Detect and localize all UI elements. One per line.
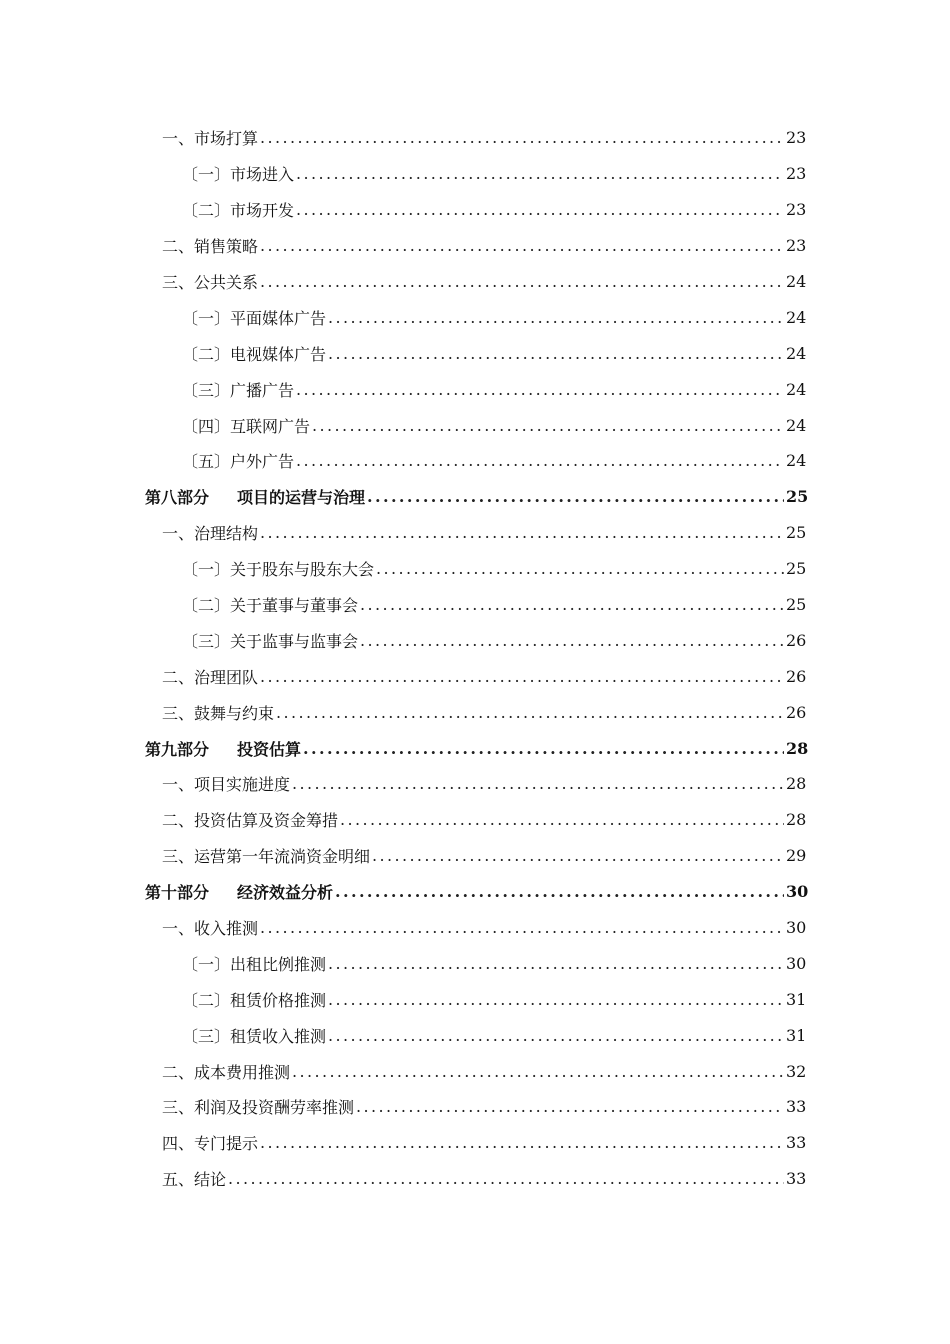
- toc-entry-title: 〔五〕户外广告: [182, 452, 295, 472]
- toc-section-entry[interactable]: [0, 766, 950, 802]
- toc-dot-leader: [360, 595, 784, 614]
- toc-part-label: 第十部分: [145, 883, 210, 903]
- toc-subsection-entry[interactable]: [0, 192, 950, 228]
- toc-dot-leader: [260, 1133, 784, 1152]
- toc-part-title: 投资估算: [237, 739, 302, 759]
- table-of-contents: [0, 120, 950, 1197]
- toc-part-title: 经济效益分析: [237, 883, 334, 903]
- toc-entry-title: 二、投资估算及资金筹措: [162, 811, 339, 831]
- toc-entry-title: 〔一〕出租比例推测: [182, 954, 327, 974]
- toc-part-label: 第八部分: [145, 488, 210, 508]
- toc-page-number: 26: [786, 630, 807, 650]
- toc-page-number: 26: [786, 702, 807, 722]
- toc-subsection-entry[interactable]: [0, 371, 950, 407]
- toc-part-heading[interactable]: [0, 874, 950, 910]
- toc-subsection-entry[interactable]: [0, 587, 950, 623]
- toc-page-number: 25: [786, 595, 807, 615]
- toc-dot-leader: [312, 416, 784, 435]
- toc-page-number: 30: [786, 918, 807, 938]
- toc-entry-title: 四、专门提示: [162, 1134, 259, 1154]
- toc-section-entry[interactable]: [0, 1053, 950, 1089]
- toc-entry-title: 三、鼓舞与约束: [162, 703, 275, 723]
- toc-entry-title: 〔四〕互联网广告: [182, 416, 311, 436]
- toc-entry-title: 〔二〕电视媒体广告: [182, 344, 327, 364]
- toc-page-number: 25: [786, 487, 809, 507]
- toc-section-entry[interactable]: [0, 910, 950, 946]
- toc-entry-title: 三、公共关系: [162, 273, 259, 292]
- toc-entry-title: 一、项目实施进度: [162, 775, 291, 795]
- toc-page-number: 31: [786, 1025, 807, 1045]
- toc-dot-leader: [376, 559, 784, 578]
- toc-entry-title: [145, 737, 301, 760]
- toc-entry-title: [145, 485, 365, 508]
- toc-dot-leader: [260, 236, 784, 255]
- toc-subsection-entry[interactable]: [0, 945, 950, 981]
- toc-page-number: 33: [786, 1097, 807, 1117]
- toc-dot-leader: [328, 954, 784, 973]
- toc-dot-leader: [367, 487, 784, 506]
- toc-part-heading[interactable]: [0, 479, 950, 515]
- toc-entry-title: 三、运营第一年流淌资金明细: [162, 847, 371, 867]
- toc-entry-title: 三、利润及投资酬劳率推测: [162, 1098, 355, 1118]
- toc-page-number: 24: [786, 379, 807, 399]
- toc-dot-leader: [372, 846, 784, 865]
- toc-section-entry[interactable]: [0, 264, 950, 300]
- toc-section-entry[interactable]: [0, 838, 950, 874]
- toc-page-number: 24: [786, 415, 807, 435]
- toc-dot-leader: [296, 200, 784, 219]
- toc-dot-leader: [292, 1062, 784, 1081]
- toc-dot-leader: [328, 344, 784, 363]
- toc-section-entry[interactable]: [0, 802, 950, 838]
- toc-entry-title: 〔二〕关于董事与董事会: [182, 596, 359, 616]
- toc-subsection-entry[interactable]: [0, 299, 950, 335]
- toc-page-number: 28: [786, 774, 807, 794]
- toc-page-number: 24: [786, 272, 807, 291]
- toc-entry-title: 〔二〕租赁价格推测: [182, 990, 327, 1010]
- toc-page-number: 23: [786, 200, 807, 220]
- toc-section-entry[interactable]: [0, 694, 950, 730]
- toc-dot-leader: [328, 1026, 784, 1045]
- toc-subsection-entry[interactable]: [0, 443, 950, 479]
- toc-page-number: 23: [786, 164, 807, 184]
- toc-dot-leader: [292, 774, 784, 793]
- toc-section-entry[interactable]: [0, 1125, 950, 1161]
- toc-page-number: 30: [786, 953, 807, 973]
- toc-dot-leader: [228, 1169, 784, 1188]
- toc-entry-title: 〔二〕市场开发: [182, 201, 295, 221]
- toc-page-number: 25: [786, 523, 807, 543]
- toc-subsection-entry[interactable]: [0, 551, 950, 587]
- toc-subsection-entry[interactable]: [0, 335, 950, 371]
- toc-dot-leader: [260, 918, 784, 937]
- toc-entry-title: 二、治理团队: [162, 667, 259, 687]
- toc-section-entry[interactable]: [0, 658, 950, 694]
- toc-dot-leader: [296, 164, 784, 183]
- toc-page-number: 26: [786, 666, 807, 686]
- toc-subsection-entry[interactable]: [0, 407, 950, 443]
- toc-dot-leader: [296, 451, 784, 470]
- toc-entry-title: 〔三〕广播广告: [182, 380, 295, 400]
- toc-part-heading[interactable]: [0, 730, 950, 766]
- toc-entry-title: 二、成本费用推测: [162, 1062, 291, 1082]
- toc-dot-leader: [260, 523, 784, 542]
- toc-entry-title: 〔三〕租赁收入推测: [182, 1026, 327, 1046]
- toc-entry-title: 一、治理结构: [162, 524, 259, 544]
- toc-page-number: 24: [786, 343, 807, 363]
- toc-page-number: 23: [786, 128, 807, 148]
- toc-part-title: 项目的运营与治理: [237, 488, 366, 508]
- toc-page-number: 33: [786, 1133, 807, 1153]
- toc-entry-title: 〔三〕关于监事与监事会: [182, 631, 359, 651]
- toc-entry-title: 五、结论: [162, 1170, 227, 1190]
- toc-section-entry[interactable]: [0, 1161, 950, 1197]
- toc-subsection-entry[interactable]: [0, 1017, 950, 1053]
- toc-subsection-entry[interactable]: [0, 156, 950, 192]
- toc-entry-title: 一、收入推测: [162, 919, 259, 939]
- toc-dot-leader: [360, 631, 784, 650]
- toc-page-number: 28: [786, 810, 807, 830]
- toc-dot-leader: [335, 882, 784, 901]
- toc-entry-title: 二、销售策略: [162, 237, 259, 257]
- toc-entry-title: [145, 880, 333, 903]
- toc-page-number: 24: [786, 451, 807, 471]
- toc-entry-title: 〔一〕市场进入: [182, 165, 295, 185]
- toc-entry-title: 一、市场打算: [162, 129, 259, 149]
- toc-page-number: 28: [786, 738, 809, 758]
- toc-dot-leader: [340, 810, 784, 829]
- toc-entry-title: 〔一〕平面媒体广告: [182, 308, 327, 328]
- toc-dot-leader: [260, 272, 784, 291]
- toc-dot-leader: [276, 703, 784, 722]
- toc-dot-leader: [260, 128, 784, 147]
- toc-dot-leader: [356, 1097, 784, 1116]
- toc-subsection-entry[interactable]: [0, 981, 950, 1017]
- toc-dot-leader: [328, 308, 784, 327]
- toc-part-label: 第九部分: [145, 739, 210, 759]
- toc-section-entry[interactable]: [0, 228, 950, 264]
- toc-dot-leader: [303, 739, 784, 758]
- toc-page-number: 29: [786, 846, 807, 866]
- toc-page-number: 33: [786, 1169, 807, 1189]
- toc-page-number: 30: [786, 882, 809, 902]
- toc-page-number: 23: [786, 236, 807, 256]
- toc-page-number: 31: [786, 989, 807, 1009]
- toc-page-number: 32: [786, 1061, 807, 1081]
- toc-dot-leader: [260, 667, 784, 686]
- toc-page-number: 24: [786, 307, 807, 327]
- toc-dot-leader: [296, 380, 784, 399]
- toc-dot-leader: [328, 990, 784, 1009]
- toc-entry-title: 〔一〕关于股东与股东大会: [182, 560, 375, 580]
- toc-section-entry[interactable]: [0, 1089, 950, 1125]
- toc-subsection-entry[interactable]: [0, 622, 950, 658]
- toc-section-entry[interactable]: [0, 515, 950, 551]
- toc-page-number: 25: [786, 559, 807, 579]
- toc-section-entry[interactable]: [0, 120, 950, 156]
